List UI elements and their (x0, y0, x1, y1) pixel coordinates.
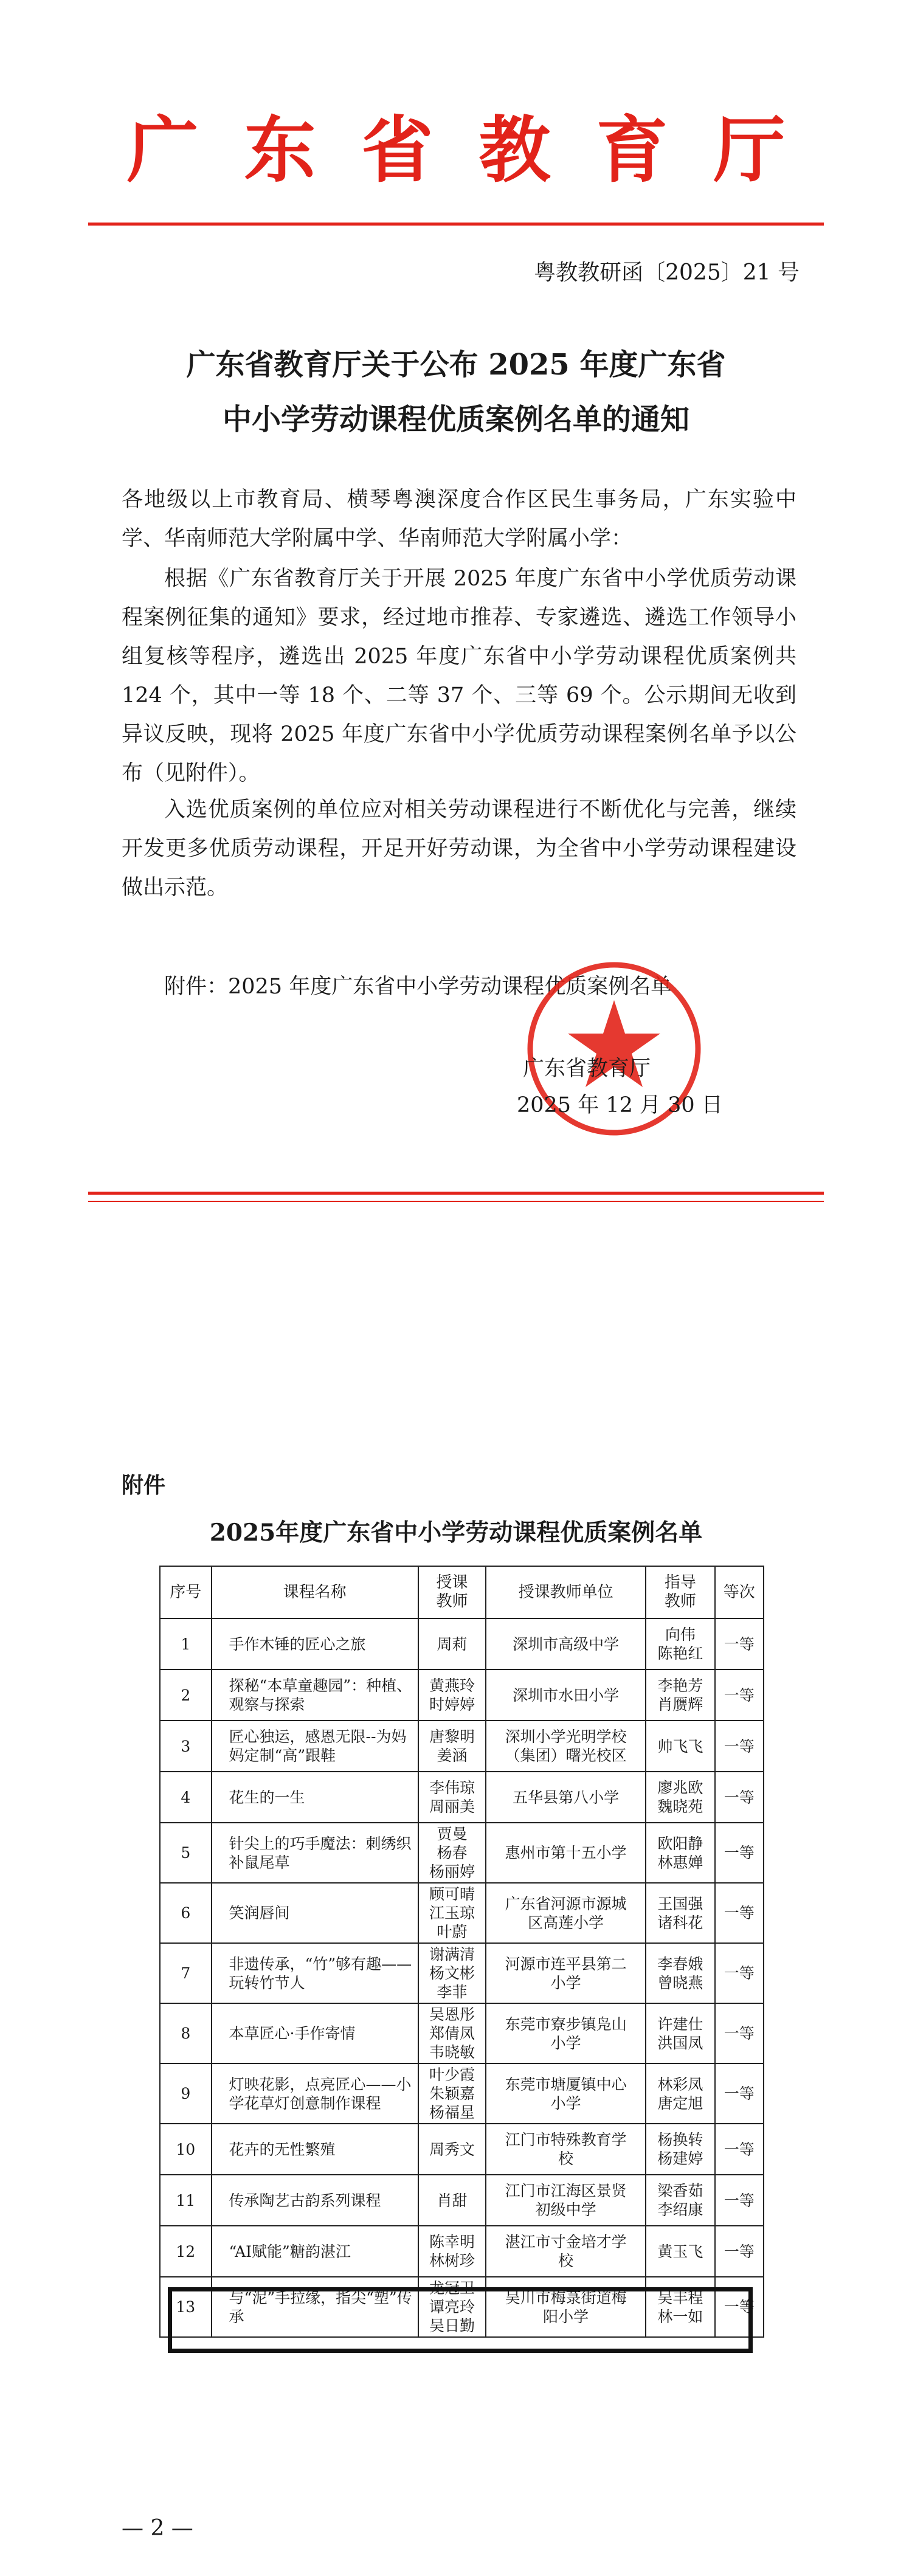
cell-advisor: 林彩凤 唐定旭 (646, 2063, 714, 2124)
cell-teacher: 谢满清 杨文彬 李菲 (418, 1943, 486, 2003)
header-index: 序号 (160, 1566, 212, 1618)
attachment-label: 附件 (122, 1473, 166, 1498)
table-row (160, 2226, 764, 2277)
cell-grade: 一等 (715, 1721, 764, 1772)
cell-advisor: 吴丰程 林一如 (646, 2277, 714, 2337)
table-row (160, 1618, 764, 1670)
masthead-divider (88, 223, 824, 226)
cell-course-name: 针尖上的巧手魔法：刺绣织补鼠尾草 (212, 1823, 418, 1883)
cell-advisor: 帅飞飞 (646, 1721, 714, 1772)
cell-course-name: 笑润唇间 (212, 1883, 418, 1943)
table-title: 2025年度广东省中小学劳动课程优质案例名单 (209, 1519, 703, 1547)
cell-teacher-unit: 深圳市高级中学 (486, 1618, 646, 1670)
cell-advisor: 向伟 陈艳红 (646, 1618, 714, 1670)
cell-index: 7 (160, 1943, 212, 2003)
cell-index: 1 (160, 1618, 212, 1670)
cell-teacher-unit: 五华县第八小学 (486, 1772, 646, 1823)
cell-advisor: 李春娥 曾晓燕 (646, 1943, 714, 2003)
cell-course-name: “AI赋能”糖韵湛江 (212, 2226, 418, 2277)
cell-course-name: 本草匠心·手作寄情 (212, 2003, 418, 2063)
cell-advisor: 李艳芳 肖赝辉 (646, 1670, 714, 1721)
signature-organization: 广东省教育厅 (523, 1057, 651, 1081)
cell-teacher: 李伟琼 周丽美 (418, 1772, 486, 1823)
cell-grade: 一等 (715, 1618, 764, 1670)
table-row (160, 1721, 764, 1772)
cell-grade: 一等 (715, 1823, 764, 1883)
header-teacher: 授课 教师 (418, 1566, 486, 1618)
cell-advisor: 欧阳静 林惠婵 (646, 1823, 714, 1883)
masthead-title: 广东省教育厅 (126, 108, 831, 192)
table-row (160, 1823, 764, 1883)
cell-grade: 一等 (715, 2226, 764, 2277)
cell-teacher: 陈幸明 林树珍 (418, 2226, 486, 2277)
cell-index: 12 (160, 2226, 212, 2277)
footer-divider-top (88, 1192, 824, 1195)
footer-divider-bottom (88, 1201, 824, 1202)
body-paragraph-1: 根据《广东省教育厅关于开展 2025 年度广东省中小学优质劳动课程案例征集的通知》要求，经过地市推荐、专家遴选、遴选工作领导小组复核等程序，遴选出 2025 年度广东省中小学劳动课程优质案例共 124 个，其中一等 18 个、二等 37 个、三等 69 个。公示期间无收到异议反映，现将 2025 年度广东省中小学优质劳动课程案例名单予以公布（见附件）。 (122, 567, 796, 786)
notice-title-line1: 广东省教育厅关于公布 2025 年度广东省 (186, 348, 726, 382)
cell-advisor: 廖兆欧 魏晓苑 (646, 1772, 714, 1823)
header-grade: 等次 (715, 1566, 764, 1618)
cell-teacher-unit: 广东省河源市源城 区高莲小学 (486, 1883, 646, 1943)
cell-teacher: 黄燕玲 时婷婷 (418, 1670, 486, 1721)
cell-course-name: 传承陶艺古韵系列课程 (212, 2175, 418, 2226)
cell-teacher-unit: 深圳市水田小学 (486, 1670, 646, 1721)
cell-teacher-unit: 惠州市第十五小学 (486, 1823, 646, 1883)
attachment-reference: 附件：2025 年度广东省中小学劳动课程优质案例名单 (164, 975, 672, 999)
cell-teacher: 顾可晴 江玉琼 叶蔚 (418, 1883, 486, 1943)
table-row (160, 1772, 764, 1823)
body-paragraph-2: 入选优质案例的单位应对相关劳动课程进行不断优化与完善，继续开发更多优质劳动课程，开足开好劳动课，为全省中小学劳动课程建设做出示范。 (122, 798, 796, 900)
cell-advisor: 黄玉飞 (646, 2226, 714, 2277)
addressee: 各地级以上市教育局、横琴粤澳深度合作区民生事务局，广东实验中学、华南师范大学附属中学、华南师范大学附属小学： (122, 488, 796, 551)
table-row (160, 1943, 764, 2003)
cell-teacher-unit: 江门市特殊教育学 校 (486, 2124, 646, 2175)
cell-teacher-unit: 吴川市梅菉街道梅 阳小学 (486, 2277, 646, 2337)
cell-index: 5 (160, 1823, 212, 1883)
cell-index: 3 (160, 1721, 212, 1772)
cell-grade: 一等 (715, 1772, 764, 1823)
cell-index: 13 (160, 2277, 212, 2337)
cell-teacher-unit: 东莞市寮步镇凫山 小学 (486, 2003, 646, 2063)
table-row (160, 2003, 764, 2063)
cell-index: 2 (160, 1670, 212, 1721)
cell-teacher: 周秀文 (418, 2124, 486, 2175)
cell-teacher-unit: 江门市江海区景贤 初级中学 (486, 2175, 646, 2226)
cell-advisor: 杨换转 杨建婷 (646, 2124, 714, 2175)
table-row (160, 2124, 764, 2175)
page-number: — 2 — (122, 2516, 193, 2541)
cell-course-name: 与“泥”手拉缘，指尖“塑”传承 (212, 2277, 418, 2337)
cell-course-name: 探秘“本草童趣园”：种植、观察与探索 (212, 1670, 418, 1721)
cell-index: 4 (160, 1772, 212, 1823)
cell-index: 9 (160, 2063, 212, 2124)
cell-course-name: 灯映花影，点亮匠心——小学花草灯创意制作课程 (212, 2063, 418, 2124)
case-list-table (159, 1566, 764, 2338)
cell-grade: 一等 (715, 1943, 764, 2003)
notice-title-line2: 中小学劳动课程优质案例名单的通知 (222, 402, 689, 437)
header-advisor: 指导 教师 (646, 1566, 714, 1618)
cell-course-name: 花生的一生 (212, 1772, 418, 1823)
cell-advisor: 许建仕 洪国凤 (646, 2003, 714, 2063)
document-number: 粤教教研函〔2025〕21 号 (534, 260, 800, 285)
table-row (160, 1670, 764, 1721)
cell-course-name: 匠心独运，感恩无限--为妈妈定制“高”跟鞋 (212, 1721, 418, 1772)
cell-teacher-unit: 湛江市寸金培才学 校 (486, 2226, 646, 2277)
cell-teacher-unit: 深圳小学光明学校 （集团）曙光校区 (486, 1721, 646, 1772)
table-row (160, 1883, 764, 1943)
cell-grade: 一等 (715, 2063, 764, 2124)
cell-index: 6 (160, 1883, 212, 1943)
header-course-name: 课程名称 (212, 1566, 418, 1618)
cell-grade: 一等 (715, 1883, 764, 1943)
cell-course-name: 花卉的无性繁殖 (212, 2124, 418, 2175)
notice-title (0, 337, 912, 447)
table-row (160, 2175, 764, 2226)
cell-advisor: 王国强 诸科花 (646, 1883, 714, 1943)
cell-teacher: 肖甜 (418, 2175, 486, 2226)
cell-teacher: 唐黎明 姜涵 (418, 1721, 486, 1772)
header-teacher-unit: 授课教师单位 (486, 1566, 646, 1618)
signature-date: 2025 年 12 月 30 日 (517, 1093, 723, 1117)
row-12-highlight-box (168, 2287, 753, 2353)
cell-teacher: 龙冠卫 谭亮玲 吴日勤 (418, 2277, 486, 2337)
cell-grade: 一等 (715, 2124, 764, 2175)
cell-course-name: 手作木锤的匠心之旅 (212, 1618, 418, 1670)
cell-grade: 一等 (715, 2175, 764, 2226)
table-body (160, 1618, 764, 2337)
cell-grade: 一等 (715, 2003, 764, 2063)
cell-teacher-unit: 东莞市塘厦镇中心 小学 (486, 2063, 646, 2124)
cell-index: 11 (160, 2175, 212, 2226)
cell-grade: 一等 (715, 1670, 764, 1721)
cell-teacher: 吴恩彤 郑倩凤 韦晓敏 (418, 2003, 486, 2063)
cell-index: 8 (160, 2003, 212, 2063)
table-row (160, 2063, 764, 2124)
cell-index: 10 (160, 2124, 212, 2175)
cell-teacher-unit: 河源市连平县第二 小学 (486, 1943, 646, 2003)
cell-course-name: 非遗传承，“竹”够有趣——玩转竹节人 (212, 1943, 418, 2003)
cell-teacher: 叶少霞 朱颖嘉 杨福星 (418, 2063, 486, 2124)
cell-grade: 一等 (715, 2277, 764, 2337)
table-header-row (160, 1566, 764, 1618)
cell-teacher: 贾曼 杨春 杨丽婷 (418, 1823, 486, 1883)
cell-teacher: 周莉 (418, 1618, 486, 1670)
cell-advisor: 梁香茹 李绍康 (646, 2175, 714, 2226)
